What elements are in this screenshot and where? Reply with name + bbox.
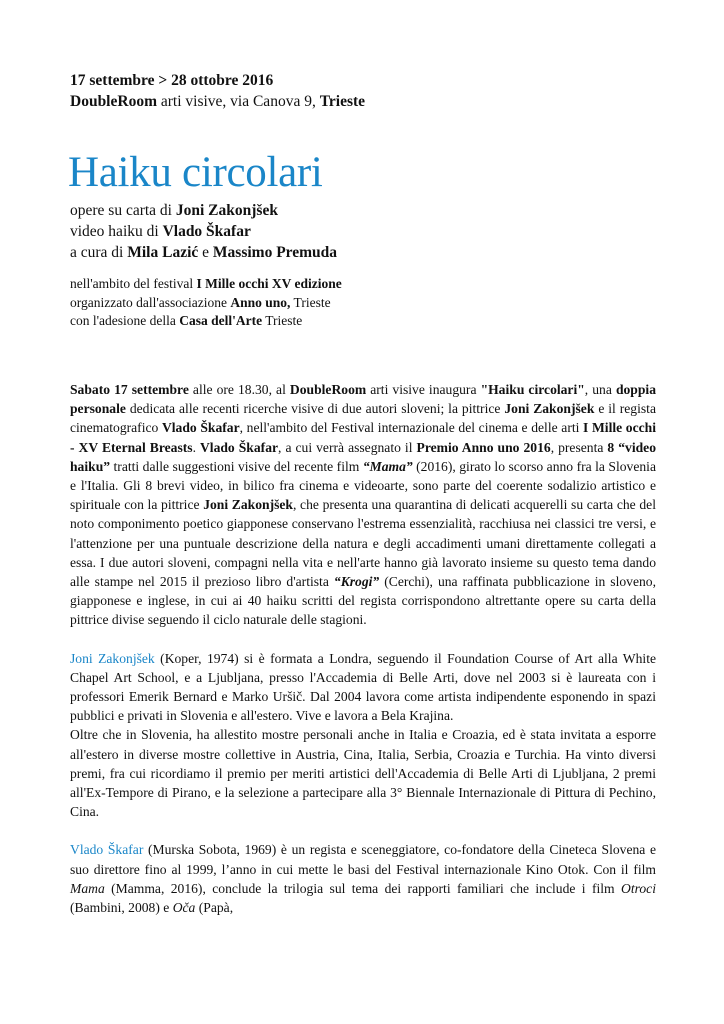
- press-release-body: [70, 380, 656, 917]
- event-venue: [70, 91, 365, 112]
- director-bio-paragraph: Vlado Škafar (Murska Sobota, 1969) è un regista e sceneggiatore, co-fondatore della Cineteca Slovena e suo direttore fino al 1999, l’anno in cui mette le basi del Festival internazionale Kino Otok. Con il film Mama (Mamma, 2016), conclude la trilogia sul tema dei rapporti familiari che include i film Otroci (Bambini, 2008) e Oča (Papà,: [70, 842, 656, 916]
- director-bio-name: Vlado Škafar: [70, 842, 144, 858]
- venue-city: Trieste: [319, 93, 366, 110]
- venue-address: arti visive, via Canova 9,: [156, 93, 320, 110]
- credit-video: video haiku di Vlado Škafar: [70, 223, 251, 240]
- event-dates: 17 settembre > 28 ottobre 2016: [70, 72, 274, 89]
- exhibition-title: Haiku circolari: [68, 149, 323, 196]
- director-name: Vlado Škafar: [162, 223, 251, 240]
- artist-bio-paragraph: Joni Zakonjšek (Koper, 1974) si è formata a Londra, seguendo il Foundation Course of Art alla White Chapel Art School, e a Ljubljana, presso l'Accademia di Belle Arti, dove nel 2003 si è laureata con i professori Emerik Bernard e Marko Uršič. Dal 2004 lavora come artista indipendente esponendo in spazi pubblici e privati in Slovenia e all'estero. Vive e lavora a Bela Krajina.: [70, 650, 657, 724]
- event-header: [70, 70, 365, 112]
- exhibition-credits: [70, 200, 337, 263]
- artist-name: Joni Zakonjšek: [175, 202, 278, 219]
- organizer-line: organizzato dall'associazione Anno uno, Trieste: [70, 294, 331, 310]
- festival-info: [70, 275, 342, 331]
- credit-works: opere su carta di Joni Zakonjšek: [70, 202, 278, 219]
- support-line: con l'adesione della Casa dell'Arte Trieste: [70, 313, 303, 328]
- festival-line: nell'ambito del festival I Mille occhi XV edizione: [70, 276, 342, 291]
- curator-name: Mila Lazić: [127, 244, 199, 261]
- intro-paragraph: Sabato 17 settembre alle ore 18.30, al DoubleRoom arti visive inaugura "Haiku circolari", una doppia personale dedicata alle recenti ricerche visive di due autori sloveni; la pittrice Joni Zakonjšek e il regista cinematografico Vlado Škafar, nell'ambito del Festival internazionale del cinema e delle arti I Mille occhi - XV Eternal Breasts. Vlado Škafar, a cui verrà assegnato il Premio Anno uno 2016, presenta 8 “video haiku” tratti dalle suggestioni visive del recente film “Mama” (2016), girato lo scorso anno fra la Slovenia e l'Italia. Gli 8 brevi video, in bilico fra cinema e videoarte, sono parte del coerente sodalizio artistico e spirituale con la pittrice Joni Zakonjšek, che presenta una quarantina di delicati acquerelli su carta che del noto componimento poetico giapponese conservano l'estrema essenzialità, racchiusa nei classici tre versi, e l'attenzione per una puntuale descrizione della natura e degli accadimenti umani direttamente collegati a essa. I due autori sloveni, compagni nella vita e nell'arte hanno già lavorato insieme su questo tema dando alle stampe nel 2015 il prezioso libro d'artista “Krogi” (Cerchi), una raffinata pubblicazione in sloveno, giapponese e inglese, in cui ai 40 haiku scritti del regista corrispondono altrettante opere su carta della pittrice divise seguendo il ciclo naturale delle stagioni.: [70, 382, 657, 628]
- artist-bio-name: Joni Zakonjšek: [70, 650, 155, 666]
- credit-curators: a cura di Mila Lazić e Massimo Premuda: [70, 244, 338, 261]
- artist-exhibitions-paragraph: Oltre che in Slovenia, ha allestito mostre personali anche in Italia e Croazia, ed è stata invitata a esporre all'estero in diverse mostre collettive in Austria, Cina, Italia, Serbia, Croazia e Turchia. Ha vinto diversi premi, fra cui ricordiamo il premio per meriti artistici dell'Accademia di Belle Arti di Ljubljana, 2 premi all'Ex-Tempore di Pirano, e la selezione a partecipare alla 3° Biennale Internazionale di Pittura di Pechino, Cina.: [70, 727, 656, 820]
- curator-name: Massimo Premuda: [212, 244, 338, 261]
- venue-name: DoubleRoom: [70, 93, 157, 110]
